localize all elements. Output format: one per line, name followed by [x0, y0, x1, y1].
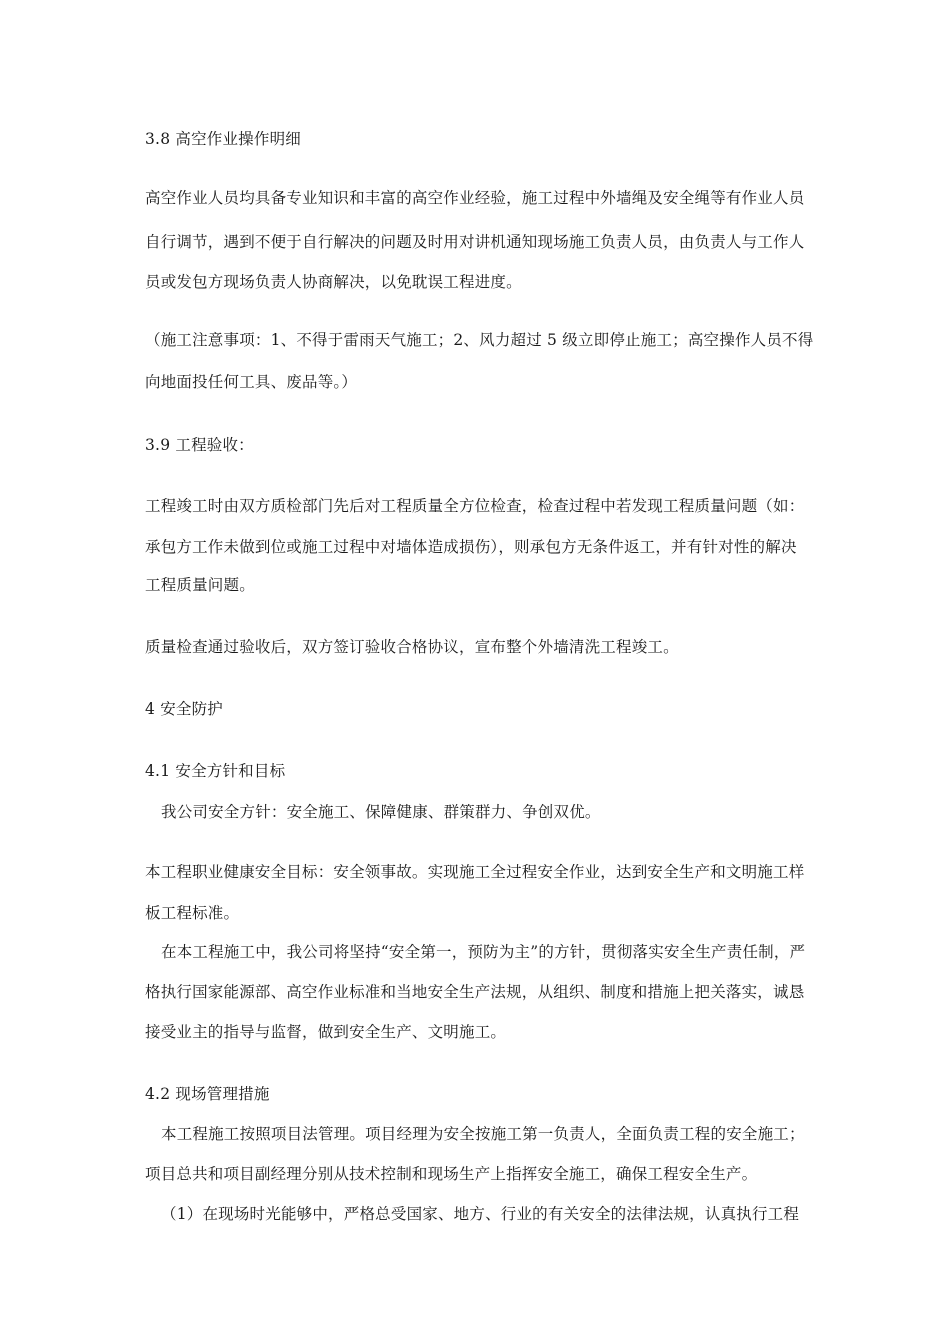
section-3-8-heading: 3.8 高空作业操作明细: [145, 130, 301, 148]
section-3-9-paragraph-line-1: 工程竣工时由双方质检部门先后对工程质量全方位检查，检查过程中若发现工程质量问题（如：: [145, 497, 805, 515]
section-3-9-heading: 3.9 工程验收：: [145, 436, 254, 454]
section-4-1-paragraph-line-2: 格执行国家能源部、高空作业标准和当地安全生产法规，从组织、制度和措施上把关落实，诚恳: [145, 983, 805, 1001]
section-4-2-item-1: （1）在现场时光能够中，严格总受国家、地方、行业的有关安全的法律法规，认真执行工程: [161, 1205, 800, 1223]
section-4-1-paragraph-line-1: 在本工程施工中，我公司将坚持“安全第一，预防为主”的方针，贯彻落实安全生产责任制，严: [161, 943, 806, 961]
section-4-2-paragraph-line-1: 本工程施工按照项目法管理。项目经理为安全按施工第一负责人，全面负责工程的安全施工；: [161, 1125, 805, 1143]
section-4-2-heading: 4.2 现场管理措施: [145, 1085, 270, 1103]
section-3-9-paragraph-line-2: 承包方工作未做到位或施工过程中对墙体造成损伤），则承包方无条件返工，并有针对性的解决: [145, 538, 797, 556]
section-3-9-paragraph-2: 质量检查通过验收后，双方签订验收合格协议，宣布整个外墙清洗工程竣工。: [145, 638, 679, 656]
section-4-1-policy: 我公司安全方针：安全施工、保障健康、群策群力、争创双优。: [161, 803, 601, 821]
section-3-8-note-line-2: 向地面投任何工具、废品等。）: [145, 373, 358, 391]
section-3-8-paragraph-line-3: 员或发包方现场负责人协商解决，以免耽误工程进度。: [145, 273, 522, 291]
section-3-8-paragraph-line-2: 自行调节，遇到不便于自行解决的问题及时用对讲机通知现场施工负责人员，由负责人与工作人: [145, 233, 805, 251]
section-3-9-paragraph-line-3: 工程质量问题。: [145, 576, 255, 594]
section-4-1-goal-line-2: 板工程标准。: [145, 904, 240, 922]
section-3-8-note-line-1: （施工注意事项：1、不得于雷雨天气施工；2、风力超过 5 级立即停止施工；高空操作人员不得: [145, 331, 814, 349]
section-4-2-paragraph-line-2: 项目总共和项目副经理分别从技术控制和现场生产上指挥安全施工，确保工程安全生产。: [145, 1165, 758, 1183]
section-4-1-goal-line-1: 本工程职业健康安全目标：安全领事故。实现施工全过程安全作业，达到安全生产和文明施工样: [145, 863, 805, 881]
section-4-1-paragraph-line-3: 接受业主的指导与监督，做到安全生产、文明施工。: [145, 1023, 507, 1041]
section-4-1-heading: 4.1 安全方针和目标: [145, 762, 286, 780]
section-3-8-paragraph-line-1: 高空作业人员均具备专业知识和丰富的高空作业经验，施工过程中外墙绳及安全绳等有作业人员: [145, 189, 805, 207]
section-4-heading: 4 安全防护: [145, 700, 223, 718]
